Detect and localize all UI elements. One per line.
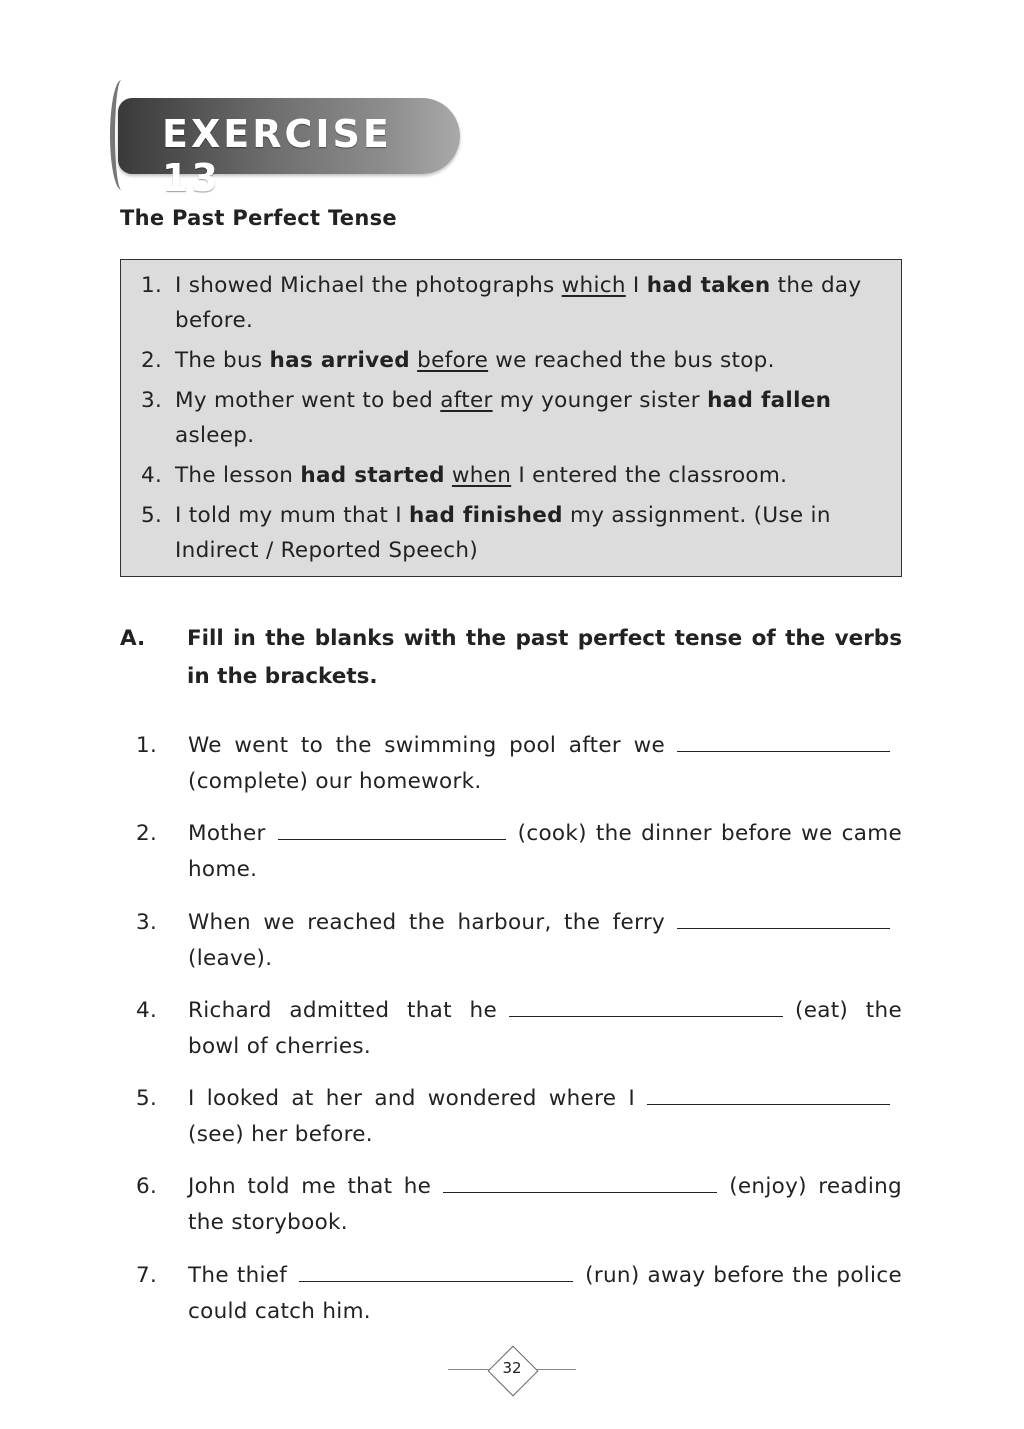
- example-item: [141, 458, 883, 493]
- section-instruction: Fill in the blanks with the past perfect tense of the verbs in the brackets.: [187, 626, 902, 689]
- sentence-fragment: my younger sister: [492, 388, 708, 413]
- question-sentence: [188, 728, 902, 816]
- answer-blank[interactable]: [677, 910, 890, 929]
- answer-blank[interactable]: [509, 998, 783, 1017]
- example-sentence: [175, 458, 883, 493]
- question-text-before: The thief: [188, 1262, 288, 1288]
- examples-list: [141, 268, 883, 573]
- sentence-fragment: the day before.: [175, 273, 862, 333]
- question-text-after: (run) away before the police could catch him.: [188, 1262, 902, 1324]
- example-number: 4.: [141, 463, 163, 488]
- sentence-fragment: I told my mum that I: [175, 503, 410, 528]
- answer-blank[interactable]: [443, 1174, 717, 1193]
- question-item: [136, 1258, 902, 1346]
- question-sentence: [188, 1169, 902, 1257]
- question-text-before: John told me that he: [188, 1174, 432, 1200]
- example-number: 1.: [141, 273, 163, 298]
- question-sentence: [188, 816, 902, 904]
- question-number: 7.: [136, 1262, 158, 1288]
- question-item: [136, 816, 902, 904]
- example-sentence: [175, 268, 883, 338]
- example-item: [141, 268, 883, 338]
- question-item: [136, 905, 902, 993]
- answer-blank[interactable]: [299, 1263, 573, 1282]
- question-number: 1.: [136, 733, 158, 758]
- sentence-fragment: [445, 463, 452, 488]
- answer-blank[interactable]: [677, 733, 890, 752]
- conjunction-underline: which: [561, 273, 626, 298]
- conjunction-underline: when: [451, 463, 512, 488]
- sentence-fragment: my assignment. (Use in Indirect / Reported Speech): [175, 503, 831, 563]
- question-text-before: We went to the swimming pool after we: [188, 733, 665, 758]
- question-number: 3.: [136, 909, 158, 935]
- examples-box: [120, 259, 902, 577]
- question-sentence: [188, 905, 902, 993]
- question-number: 6.: [136, 1174, 158, 1200]
- sentence-fragment: I entered the classroom.: [511, 463, 788, 488]
- question-text-before: When we reached the harbour, the ferry: [188, 909, 665, 935]
- question-item: [136, 1081, 902, 1169]
- exercise-title: EXERCISE 13: [162, 112, 392, 200]
- question-text-after: (see) her before.: [188, 1122, 373, 1148]
- question-sentence: [188, 1081, 902, 1169]
- question-number: 5.: [136, 1086, 158, 1112]
- sentence-fragment: we reached the bus stop.: [488, 348, 775, 373]
- example-number: 3.: [141, 388, 163, 413]
- verb-highlight: had fallen: [707, 388, 832, 413]
- section-letter: A.: [120, 626, 146, 651]
- question-sentence: [188, 1258, 902, 1346]
- example-item: [141, 343, 883, 378]
- verb-highlight: had taken: [646, 273, 771, 298]
- question-text-before: Richard admitted that he: [188, 997, 497, 1023]
- verb-highlight: has arrived: [269, 348, 410, 373]
- sentence-fragment: asleep.: [175, 423, 255, 448]
- example-item: [141, 383, 883, 453]
- question-number: 4.: [136, 997, 158, 1023]
- question-sentence: [188, 993, 902, 1081]
- verb-highlight: had finished: [409, 503, 563, 528]
- page-number: 32: [502, 1359, 522, 1377]
- conjunction-underline: before: [417, 348, 489, 373]
- exercise-banner: [118, 98, 460, 200]
- question-text-before: Mother: [188, 821, 266, 847]
- example-sentence: [175, 383, 883, 453]
- questions-list: [136, 728, 902, 1346]
- example-item: [141, 498, 883, 568]
- sentence-fragment: The lesson: [175, 463, 301, 488]
- sentence-fragment: My mother went to bed: [175, 388, 441, 413]
- sentence-fragment: The bus: [175, 348, 270, 373]
- lesson-subtitle: The Past Perfect Tense: [120, 206, 397, 230]
- sentence-fragment: I: [625, 273, 647, 298]
- answer-blank[interactable]: [647, 1086, 890, 1105]
- example-sentence: [175, 498, 883, 568]
- question-text-after: (eat) the bowl of cherries.: [188, 997, 902, 1059]
- page-number-badge: [448, 1344, 576, 1396]
- question-item: [136, 1169, 902, 1257]
- question-text-after: (leave).: [188, 945, 273, 971]
- answer-blank[interactable]: [278, 821, 506, 840]
- question-number: 2.: [136, 821, 158, 847]
- conjunction-underline: after: [440, 388, 493, 413]
- question-text-before: I looked at her and wondered where I: [188, 1086, 635, 1112]
- question-item: [136, 728, 902, 816]
- question-item: [136, 993, 902, 1081]
- example-number: 2.: [141, 348, 163, 373]
- question-text-after: (cook) the dinner before we came home.: [188, 821, 902, 883]
- question-text-after: (enjoy) reading the storybook.: [188, 1174, 902, 1236]
- example-sentence: [175, 343, 883, 378]
- sentence-fragment: I showed Michael the photographs: [175, 273, 562, 298]
- question-text-after: (complete) our homework.: [188, 769, 482, 794]
- example-number: 5.: [141, 503, 163, 528]
- section-a-heading: [120, 620, 902, 696]
- verb-highlight: had started: [300, 463, 445, 488]
